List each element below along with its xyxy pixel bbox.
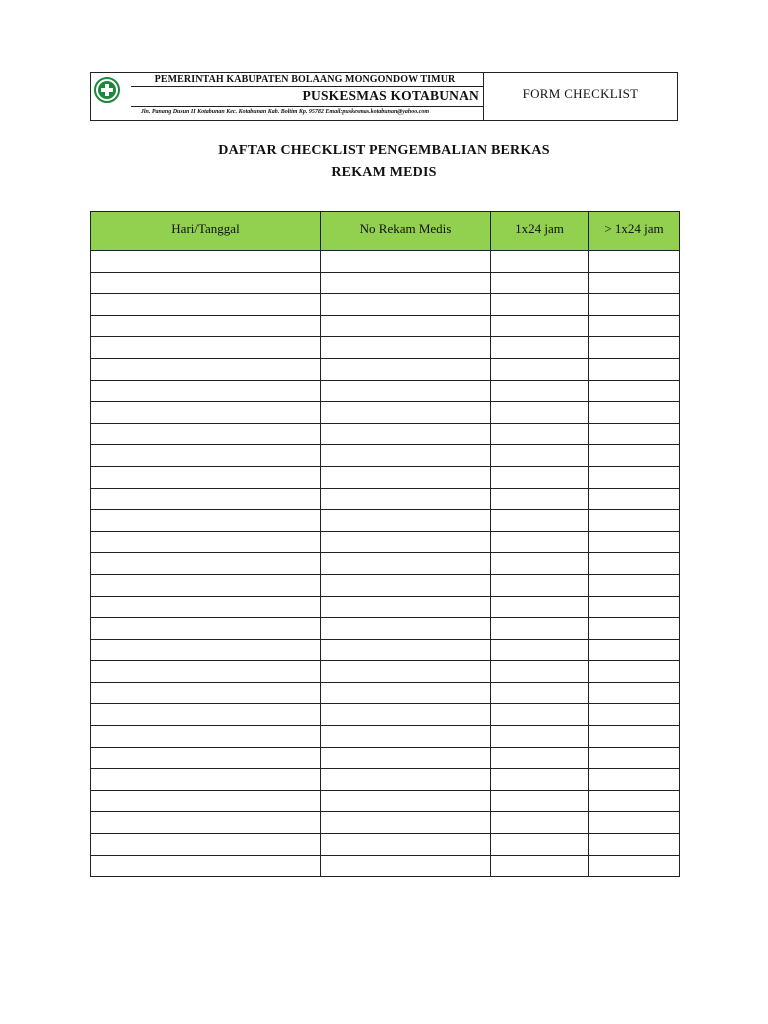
table-row — [91, 661, 680, 683]
over-24h-cell[interactable] — [589, 510, 680, 532]
table-row — [91, 466, 680, 488]
date-cell[interactable] — [91, 402, 321, 424]
date-cell[interactable] — [91, 574, 321, 596]
over-24h-cell[interactable] — [589, 466, 680, 488]
within-24h-cell[interactable] — [491, 380, 589, 402]
table-row — [91, 358, 680, 380]
column-header-over-24h: > 1x24 jam — [589, 212, 680, 251]
table-row — [91, 294, 680, 316]
record-number-cell[interactable] — [321, 855, 491, 877]
record-number-cell[interactable] — [321, 682, 491, 704]
table-row — [91, 553, 680, 575]
date-cell[interactable] — [91, 294, 321, 316]
over-24h-cell[interactable] — [589, 661, 680, 683]
record-number-cell[interactable] — [321, 747, 491, 769]
record-number-cell[interactable] — [321, 251, 491, 273]
table-row — [91, 531, 680, 553]
date-cell[interactable] — [91, 553, 321, 575]
date-cell[interactable] — [91, 682, 321, 704]
record-number-cell[interactable] — [321, 639, 491, 661]
record-number-cell[interactable] — [321, 510, 491, 532]
table-row — [91, 618, 680, 640]
over-24h-cell[interactable] — [589, 423, 680, 445]
over-24h-cell[interactable] — [589, 704, 680, 726]
over-24h-cell[interactable] — [589, 812, 680, 834]
over-24h-cell[interactable] — [589, 639, 680, 661]
table-row — [91, 423, 680, 445]
column-header-within-24h: 1x24 jam — [491, 212, 589, 251]
within-24h-cell[interactable] — [491, 358, 589, 380]
over-24h-cell[interactable] — [589, 251, 680, 273]
date-cell[interactable] — [91, 337, 321, 359]
record-number-cell[interactable] — [321, 380, 491, 402]
date-cell[interactable] — [91, 315, 321, 337]
record-number-cell[interactable] — [321, 704, 491, 726]
table-row — [91, 639, 680, 661]
over-24h-cell[interactable] — [589, 337, 680, 359]
within-24h-cell[interactable] — [491, 337, 589, 359]
record-number-cell[interactable] — [321, 834, 491, 856]
date-cell[interactable] — [91, 272, 321, 294]
table-row — [91, 272, 680, 294]
within-24h-cell[interactable] — [491, 790, 589, 812]
table-row — [91, 315, 680, 337]
date-cell[interactable] — [91, 380, 321, 402]
within-24h-cell[interactable] — [491, 488, 589, 510]
date-cell[interactable] — [91, 445, 321, 467]
within-24h-cell[interactable] — [491, 769, 589, 791]
over-24h-cell[interactable] — [589, 574, 680, 596]
table-row — [91, 380, 680, 402]
table-row — [91, 855, 680, 877]
date-cell[interactable] — [91, 596, 321, 618]
within-24h-cell[interactable] — [491, 704, 589, 726]
date-cell[interactable] — [91, 639, 321, 661]
record-number-cell[interactable] — [321, 488, 491, 510]
date-cell[interactable] — [91, 769, 321, 791]
date-cell[interactable] — [91, 466, 321, 488]
over-24h-cell[interactable] — [589, 294, 680, 316]
date-cell[interactable] — [91, 488, 321, 510]
within-24h-cell[interactable] — [491, 466, 589, 488]
divider — [131, 106, 483, 107]
record-number-cell[interactable] — [321, 337, 491, 359]
over-24h-cell[interactable] — [589, 315, 680, 337]
document-header — [90, 72, 678, 121]
record-number-cell[interactable] — [321, 445, 491, 467]
date-cell[interactable] — [91, 510, 321, 532]
record-number-cell[interactable] — [321, 315, 491, 337]
over-24h-cell[interactable] — [589, 855, 680, 877]
record-number-cell[interactable] — [321, 402, 491, 424]
date-cell[interactable] — [91, 251, 321, 273]
record-number-cell[interactable] — [321, 466, 491, 488]
divider — [131, 86, 483, 87]
table-row — [91, 812, 680, 834]
table-row — [91, 402, 680, 424]
table-row — [91, 574, 680, 596]
within-24h-cell[interactable] — [491, 445, 589, 467]
table-row — [91, 747, 680, 769]
record-number-cell[interactable] — [321, 790, 491, 812]
over-24h-cell[interactable] — [589, 488, 680, 510]
over-24h-cell[interactable] — [589, 726, 680, 748]
column-header-date: Hari/Tanggal — [91, 212, 321, 251]
table-row — [91, 790, 680, 812]
date-cell[interactable] — [91, 747, 321, 769]
date-cell[interactable] — [91, 531, 321, 553]
organization-address: Jln. Panang Dusun II Kotabunan Kec. Kotabunan Kab. Boltim Kp. 95782 Email:puskesmas.kotabunan@yahoo.com — [140, 109, 430, 115]
table-row — [91, 445, 680, 467]
organization-name: PUSKESMAS KOTABUNAN — [302, 88, 479, 103]
date-cell[interactable] — [91, 618, 321, 640]
within-24h-cell[interactable] — [491, 855, 589, 877]
table-body — [91, 251, 680, 877]
within-24h-cell[interactable] — [491, 834, 589, 856]
over-24h-cell[interactable] — [589, 618, 680, 640]
date-cell[interactable] — [91, 790, 321, 812]
within-24h-cell[interactable] — [491, 553, 589, 575]
within-24h-cell[interactable] — [491, 618, 589, 640]
over-24h-cell[interactable] — [589, 402, 680, 424]
within-24h-cell[interactable] — [491, 402, 589, 424]
health-cross-icon — [94, 77, 120, 103]
within-24h-cell[interactable] — [491, 747, 589, 769]
table-row — [91, 510, 680, 532]
date-cell[interactable] — [91, 834, 321, 856]
document-subtitle: REKAM MEDIS — [331, 165, 437, 180]
within-24h-cell[interactable] — [491, 315, 589, 337]
over-24h-cell[interactable] — [589, 380, 680, 402]
table-row — [91, 488, 680, 510]
table-row — [91, 726, 680, 748]
table-row — [91, 682, 680, 704]
within-24h-cell[interactable] — [491, 574, 589, 596]
within-24h-cell[interactable] — [491, 423, 589, 445]
record-number-cell[interactable] — [321, 769, 491, 791]
table-row — [91, 337, 680, 359]
date-cell[interactable] — [91, 661, 321, 683]
date-cell[interactable] — [91, 358, 321, 380]
over-24h-cell[interactable] — [589, 682, 680, 704]
document-title: DAFTAR CHECKLIST PENGEMBALIAN BERKAS — [218, 143, 550, 158]
within-24h-cell[interactable] — [491, 251, 589, 273]
over-24h-cell[interactable] — [589, 790, 680, 812]
date-cell[interactable] — [91, 726, 321, 748]
record-number-cell[interactable] — [321, 294, 491, 316]
table-row — [91, 704, 680, 726]
over-24h-cell[interactable] — [589, 553, 680, 575]
within-24h-cell[interactable] — [491, 596, 589, 618]
column-header-record-number: No Rekam Medis — [321, 212, 491, 251]
over-24h-cell[interactable] — [589, 531, 680, 553]
over-24h-cell[interactable] — [589, 358, 680, 380]
header-institution — [91, 73, 484, 120]
government-name: PEMERINTAH KABUPATEN BOLAANG MONGONDOW TIMUR — [154, 74, 456, 85]
checklist-table — [90, 211, 680, 877]
over-24h-cell[interactable] — [589, 596, 680, 618]
over-24h-cell[interactable] — [589, 769, 680, 791]
record-number-cell[interactable] — [321, 272, 491, 294]
table-row — [91, 596, 680, 618]
record-number-cell[interactable] — [321, 812, 491, 834]
within-24h-cell[interactable] — [491, 682, 589, 704]
record-number-cell[interactable] — [321, 358, 491, 380]
within-24h-cell[interactable] — [491, 812, 589, 834]
over-24h-cell[interactable] — [589, 445, 680, 467]
within-24h-cell[interactable] — [491, 726, 589, 748]
record-number-cell[interactable] — [321, 531, 491, 553]
date-cell[interactable] — [91, 812, 321, 834]
within-24h-cell[interactable] — [491, 294, 589, 316]
record-number-cell[interactable] — [321, 574, 491, 596]
table-row — [91, 251, 680, 273]
record-number-cell[interactable] — [321, 423, 491, 445]
table-header-row — [91, 212, 680, 251]
record-number-cell[interactable] — [321, 726, 491, 748]
record-number-cell[interactable] — [321, 661, 491, 683]
within-24h-cell[interactable] — [491, 531, 589, 553]
within-24h-cell[interactable] — [491, 639, 589, 661]
date-cell[interactable] — [91, 855, 321, 877]
over-24h-cell[interactable] — [589, 747, 680, 769]
within-24h-cell[interactable] — [491, 661, 589, 683]
over-24h-cell[interactable] — [589, 272, 680, 294]
table-row — [91, 769, 680, 791]
date-cell[interactable] — [91, 423, 321, 445]
form-label: FORM CHECKLIST — [522, 85, 639, 101]
over-24h-cell[interactable] — [589, 834, 680, 856]
within-24h-cell[interactable] — [491, 510, 589, 532]
date-cell[interactable] — [91, 704, 321, 726]
record-number-cell[interactable] — [321, 618, 491, 640]
within-24h-cell[interactable] — [491, 272, 589, 294]
record-number-cell[interactable] — [321, 553, 491, 575]
table-row — [91, 834, 680, 856]
record-number-cell[interactable] — [321, 596, 491, 618]
